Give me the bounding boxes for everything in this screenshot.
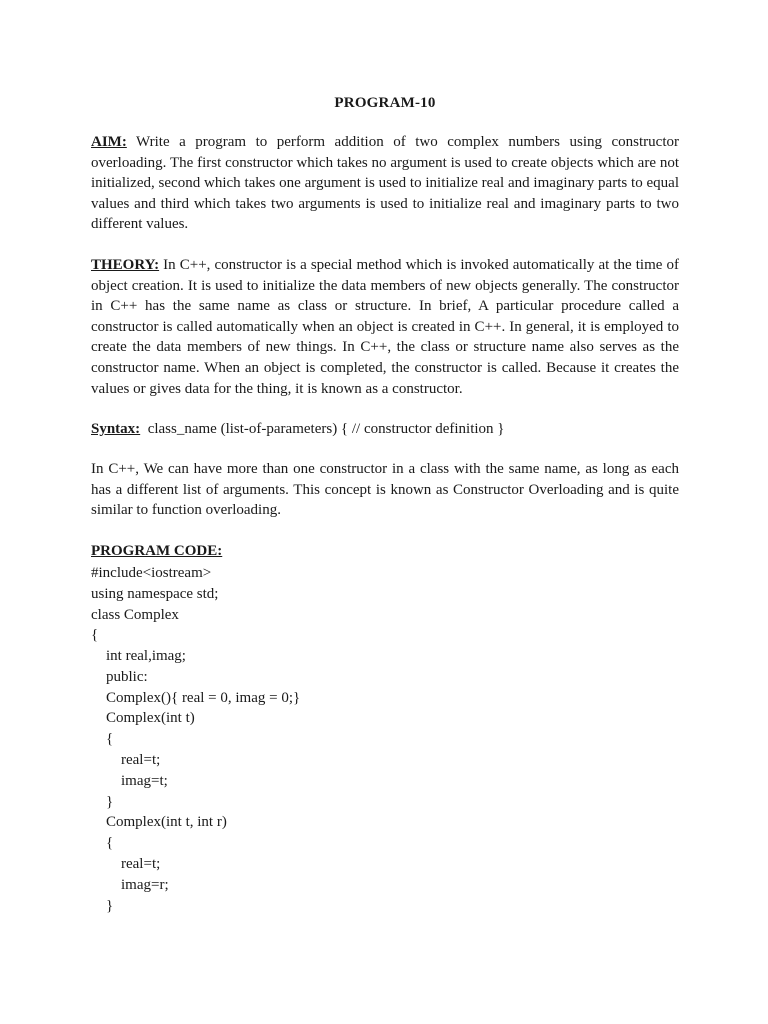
code-line: imag=r; [91, 876, 169, 893]
code-line: class Complex [91, 606, 179, 623]
code-line: public: [91, 668, 148, 685]
code-line: #include<iostream> [91, 564, 212, 581]
syntax-text: class_name (list-of-parameters) { // constructor definition } [140, 421, 505, 438]
code-line: { [91, 731, 114, 748]
code-line: { [91, 627, 99, 644]
page-title: PROGRAM-10 [334, 95, 436, 111]
code-line: } [91, 793, 114, 810]
code-line: } [91, 897, 114, 914]
code-line: int real,imag; [91, 648, 186, 665]
code-line: Complex(int t, int r) [91, 814, 227, 831]
theory-label: THEORY: [91, 256, 160, 273]
code-line: Complex(int t) [91, 710, 195, 727]
code-line: real=t; [91, 856, 161, 873]
code-line: { [91, 835, 114, 852]
theory-paragraph [91, 255, 679, 399]
syntax-line [91, 419, 679, 439]
document-page [91, 93, 679, 916]
aim-label: AIM: [91, 134, 127, 150]
code-line: real=t; [91, 752, 161, 769]
aim-text: Write a program to perform addition of two complex numbers using constructor overloading. The first constructor which takes no argument is used to create objects which are not initialized, second which takes one argument is used to initialize real and imaginary parts to equal values and third which takes two arguments is used to initialize real and imaginary parts to two different values. [91, 134, 679, 233]
aim-paragraph [91, 132, 679, 235]
program-code-block [91, 563, 679, 917]
overloading-paragraph: In C++, We can have more than one constructor in a class with the same name, as long as each has a different list of arguments. This concept is known as Constructor Overloading and is quite similar to function overloading. [91, 461, 679, 519]
code-line: using namespace std; [91, 585, 219, 602]
theory-text: In C++, constructor is a special method which is invoked automatically at the time of object creation. It is used to initialize the data members of new objects generally. The constructor in C++ has the same name as class or structure. In brief, A particular procedure called a constructor is called automatically when an object is created in C++. In general, it is employed to create the data members of new things. In C++, the class or structure name also serves as the constructor name. When an object is completed, the constructor is called. Because it creates the values or gives data for the thing, it is known as a constructor. [91, 256, 679, 397]
code-line: Complex(){ real = 0, imag = 0;} [91, 689, 301, 706]
syntax-label: Syntax: [91, 421, 141, 438]
program-code-label: PROGRAM CODE: [91, 542, 223, 559]
code-line: imag=t; [91, 772, 168, 789]
